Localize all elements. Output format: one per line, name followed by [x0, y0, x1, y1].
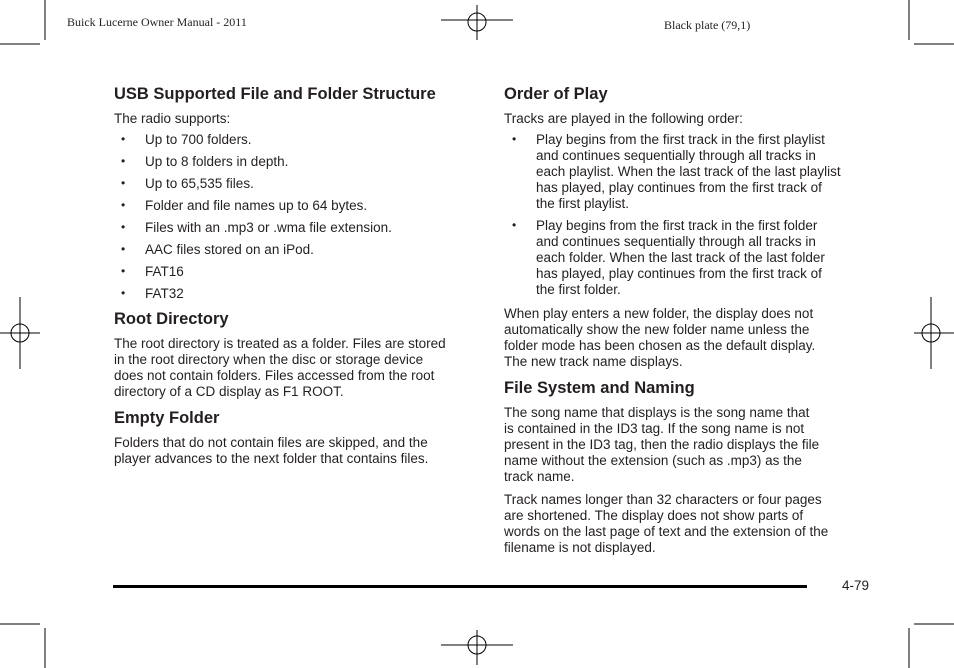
list-item [536, 132, 884, 212]
registration-mark-bottom [441, 630, 513, 665]
registration-mark-right [914, 297, 954, 369]
text-line: is contained in the ID3 tag. If the song name is not [504, 421, 805, 436]
text-line: present in the ID3 tag, then the radio displays the file [504, 437, 820, 452]
text-line: folder mode has been chosen as the default display. [504, 338, 816, 353]
section-heading-order-of-play: Order of Play [504, 85, 608, 103]
list-item: • FAT16 [145, 264, 484, 280]
usb-intro: The radio supports: [114, 111, 231, 126]
text-line: words on the last page of text and the extension of the [504, 524, 829, 539]
file-system-paragraph-1 [504, 405, 884, 485]
list-item: • AAC files stored on an iPod. [145, 242, 484, 258]
registration-mark-left [0, 297, 40, 369]
file-system-paragraph-2 [504, 492, 884, 556]
text-line: directory of a CD display as F1 ROOT. [114, 384, 344, 399]
header-plate-label: Black plate (79,1) [664, 18, 751, 32]
text-line: and continues sequentially through all tracks in [536, 234, 816, 249]
text-line: the first playlist. [536, 196, 630, 211]
text-line: each playlist. When the last track of the last playlist [536, 164, 841, 179]
list-item: • Up to 65,535 files. [145, 176, 484, 192]
section-heading-root-directory: Root Directory [114, 310, 229, 328]
text-line: and continues sequentially through all tracks in [536, 148, 816, 163]
new-folder-paragraph [504, 306, 884, 370]
header-manual-title: Buick Lucerne Owner Manual - 2011 [67, 15, 247, 29]
text-line: The song name that displays is the song name that [504, 405, 810, 420]
text-line: Folders that do not contain files are skipped, and the [114, 435, 428, 450]
text-line: • Play begins from the first track in the first folder [536, 218, 818, 233]
text-line: player advances to the next folder that contains files. [114, 451, 429, 466]
section-heading-empty-folder: Empty Folder [114, 409, 220, 427]
text-line: Track names longer than 32 characters or four pages [504, 492, 822, 507]
text-line: the first folder. [536, 282, 621, 297]
list-item: • Files with an .mp3 or .wma file extension. [145, 220, 484, 236]
text-line: When play enters a new folder, the display does not [504, 306, 814, 321]
text-line: does not contain folders. Files accessed from the root [114, 368, 435, 383]
text-line: name without the extension (such as .mp3) as the [504, 453, 802, 468]
text-line: • Play begins from the first track in the first playlist [536, 132, 825, 147]
list-item: • Up to 700 folders. [145, 132, 484, 148]
list-item: • FAT32 [145, 286, 484, 302]
usb-support-list [145, 132, 484, 302]
section-heading-file-system: File System and Naming [504, 379, 695, 397]
text-line: The root directory is treated as a folder. Files are stored [114, 336, 446, 351]
root-directory-paragraph [114, 336, 484, 400]
footer-rule [113, 585, 807, 588]
text-line: The new track name displays. [504, 354, 683, 369]
text-line: are shortened. The display does not show parts of [504, 508, 804, 523]
text-line: track name. [504, 469, 575, 484]
text-line: each folder. When the last track of the last folder [536, 250, 825, 265]
list-item: • Up to 8 folders in depth. [145, 154, 484, 170]
empty-folder-paragraph [114, 435, 484, 467]
text-line: has played, play continues from the first track of [536, 180, 822, 195]
text-line: filename is not displayed. [504, 540, 656, 555]
left-column [114, 82, 484, 467]
registration-mark-top [441, 5, 513, 40]
page-number: 4-79 [842, 578, 870, 593]
section-heading-usb-structure: USB Supported File and Folder Structure [114, 85, 436, 103]
order-intro: Tracks are played in the following order: [504, 111, 743, 126]
order-of-play-list [536, 132, 884, 298]
text-line: automatically show the new folder name unless the [504, 322, 810, 337]
text-line: has played, play continues from the first track of [536, 266, 822, 281]
list-item [536, 218, 884, 298]
text-line: in the root directory when the disc or storage device [114, 352, 424, 367]
right-column [504, 82, 884, 556]
list-item: • Folder and file names up to 64 bytes. [145, 198, 484, 214]
